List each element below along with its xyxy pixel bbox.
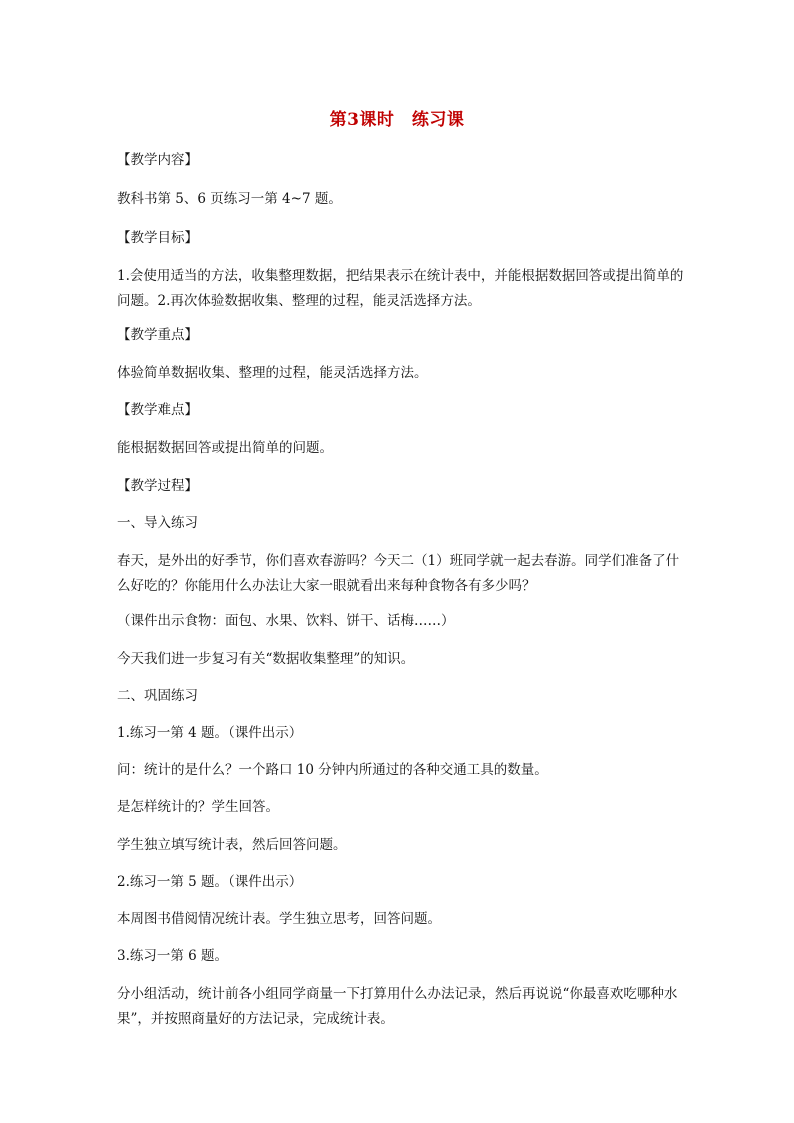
- exercise-1-question-2: 是怎样统计的？学生回答。: [117, 799, 279, 815]
- teaching-difficulty-heading: 【教学难点】: [117, 402, 198, 418]
- part2-heading: 二、巩固练习: [117, 688, 198, 704]
- part1-heading: 一、导入练习: [117, 515, 198, 531]
- exercise-2: 2.练习一第 5 题。（课件出示）: [117, 874, 303, 890]
- teaching-goals-heading: 【教学目标】: [117, 230, 198, 246]
- exercise-3-text: 分小组活动，统计前各小组同学商量一下打算用什么办法记录，然后再说说“你最喜欢吃哪种水果”，并按照商量好的方法记录，完成统计表。: [117, 986, 678, 1027]
- exercise-1-question-3: 学生独立填写统计表，然后回答问题。: [117, 837, 347, 853]
- teaching-key-heading: 【教学重点】: [117, 327, 198, 343]
- teaching-key-text: 体验简单数据收集、整理的过程，能灵活选择方法。: [117, 365, 428, 381]
- teaching-goals-text: 1.会使用适当的方法，收集整理数据，把结果表示在统计表中，并能根据数据回答或提出简单的问题。2.再次体验数据收集、整理的过程，能灵活选择方法。: [117, 268, 684, 309]
- teaching-content-heading: 【教学内容】: [117, 152, 198, 168]
- part1-paragraph-2: （课件出示食物：面包、水果、饮料、饼干、话梅……）: [117, 613, 455, 629]
- page-title: 第3课时 练习课: [329, 110, 465, 130]
- teaching-difficulty-text: 能根据数据回答或提出简单的问题。: [117, 440, 333, 456]
- exercise-3: 3.练习一第 6 题。: [117, 948, 229, 964]
- exercise-1: 1.练习一第 4 题。（课件出示）: [117, 725, 303, 741]
- part1-paragraph-3: 今天我们进一步复习有关“数据收集整理”的知识。: [117, 651, 415, 667]
- part1-paragraph-1: 春天，是外出的好季节，你们喜欢春游吗？今天二（1）班同学就一起去春游。同学们准备了什么好吃的？你能用什么办法让大家一眼就看出来每种食物各有多少吗？: [117, 553, 680, 594]
- exercise-2-text: 本周图书借阅情况统计表。学生独立思考，回答问题。: [117, 911, 441, 927]
- teaching-process-heading: 【教学过程】: [117, 478, 198, 494]
- teaching-content-text: 教科书第 5、6 页练习一第 4~7 题。: [117, 191, 342, 207]
- exercise-1-question: 问：统计的是什么？一个路口 10 分钟内所通过的各种交通工具的数量。: [117, 762, 548, 778]
